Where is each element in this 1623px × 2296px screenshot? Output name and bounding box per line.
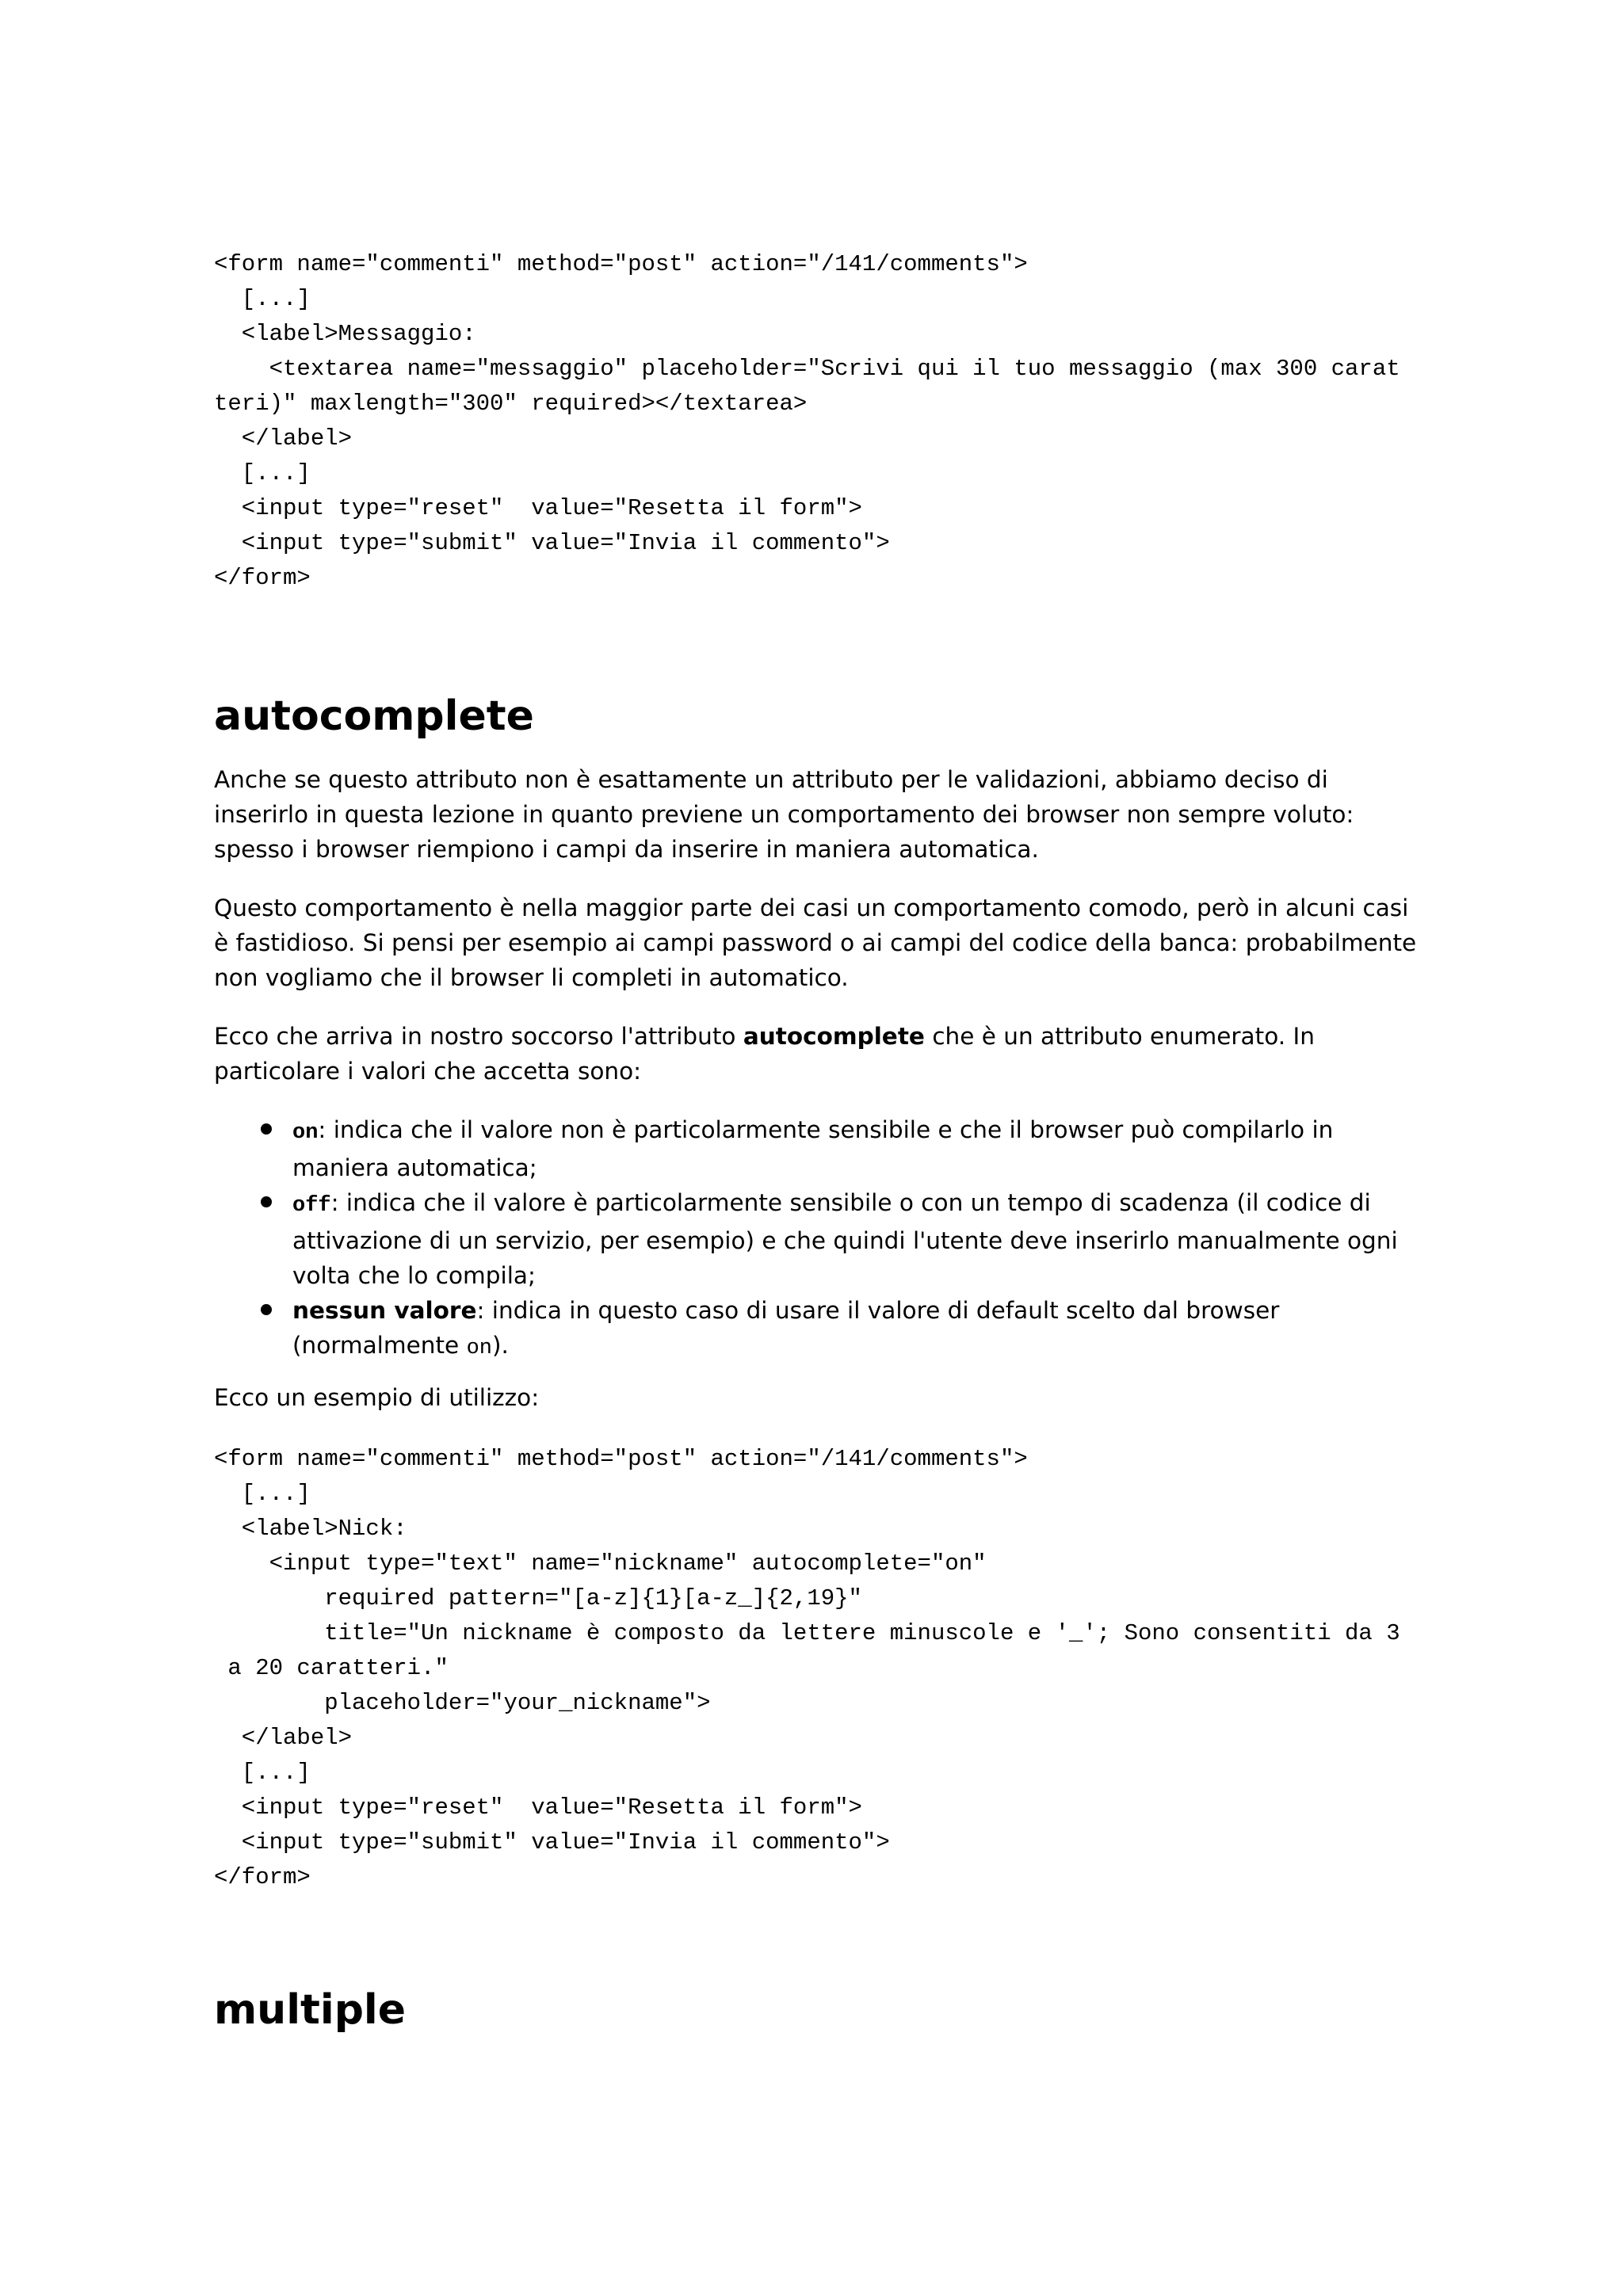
section-heading-multiple: multiple: [214, 1986, 407, 2034]
values-list: [214, 1112, 1426, 1366]
list-item-text: : indica che il valore è particolarmente sensibile o con un tempo di scadenza (il codice di attivazione di un servizio, per esempio) e che quindi l'utente deve inserirlo manualmente ogni volta che lo compila;: [292, 1189, 1398, 1289]
code-line: </label>: [214, 1725, 353, 1751]
code-line: title="Un nickname è composto da lettere minuscole e '_'; Sono consentiti da 3: [214, 1620, 1400, 1646]
list-item-text: : indica che il valore non è particolarmente sensibile e che il browser può compilarlo in maniera automatica;: [292, 1116, 1334, 1181]
paragraph-text-after: che è un attributo enumerato. In particolare i valori che accetta sono:: [214, 1023, 1315, 1085]
code-line: </label>: [214, 425, 353, 452]
code-block-textarea-example: [214, 247, 1400, 596]
paragraph: [214, 1380, 1426, 1415]
paragraph-text: Anche se questo attributo non è esattamente un attributo per le validazioni, abbiamo deciso di inserirlo in questa lezione in quanto previene un comportamento dei browser non sempre voluto: spesso i browser riempiono i campi da inserire in maniera automatica.: [214, 766, 1354, 863]
code-line: [...]: [214, 286, 311, 312]
paragraph-text-before: Ecco che arriva in nostro soccorso l'attributo: [214, 1023, 743, 1050]
code-line: <form name="commenti" method="post" action="/141/comments">: [214, 251, 1028, 277]
code-line: [...]: [214, 460, 311, 486]
bullet-icon: [261, 1123, 272, 1135]
paragraph: [214, 1019, 1426, 1089]
code-line: </form>: [214, 565, 311, 591]
code-block-autocomplete-example: [214, 1442, 1400, 1895]
code-line: <form name="commenti" method="post" action="/141/comments">: [214, 1446, 1028, 1472]
code-line: placeholder="your_nickname">: [214, 1690, 711, 1716]
code-line: <label>Messaggio:: [214, 321, 476, 347]
list-item-text-after: ).: [491, 1332, 509, 1359]
code-line: required pattern="[a-z]{1}[a-z_]{2,19}": [214, 1585, 862, 1611]
paragraph-text: Questo comportamento è nella maggior parte dei casi un comportamento comodo, però in alcuni casi è fastidioso. Si pensi per esempio ai campi password o ai campi del codice della banca: probabilmente non vogliamo che il browser li completi in automatico.: [214, 894, 1417, 991]
code-line: <label>Nick:: [214, 1516, 407, 1542]
list-item: [292, 1112, 1426, 1185]
list-item-term: nessun valore: [292, 1297, 477, 1324]
code-line: teri)" maxlength="300" required></textarea>: [214, 391, 808, 417]
bullet-icon: [261, 1304, 272, 1315]
inline-code: on: [466, 1337, 492, 1360]
code-line: <input type="submit" value="Invia il commento">: [214, 530, 890, 556]
paragraph-text: [214, 1019, 1426, 1089]
section-heading-autocomplete: autocomplete: [214, 692, 534, 740]
bullet-icon: [261, 1196, 272, 1207]
list-item-term: on: [292, 1121, 319, 1145]
code-line: <input type="reset" value="Resetta il form">: [214, 1794, 862, 1821]
attribute-name-bold: autocomplete: [743, 1023, 925, 1050]
code-line: <input type="text" name="nickname" autocomplete="on": [214, 1550, 987, 1577]
code-line: <textarea name="messaggio" placeholder="Scrivi qui il tuo messaggio (max 300 carat: [214, 356, 1400, 382]
code-line: <input type="reset" value="Resetta il form">: [214, 495, 862, 521]
list-item: [292, 1293, 1426, 1366]
paragraph-text: Ecco un esempio di utilizzo:: [214, 1384, 540, 1411]
code-line: [...]: [214, 1481, 311, 1507]
code-line: [...]: [214, 1760, 311, 1786]
paragraph: [214, 891, 1426, 995]
list-item-text: : indica in questo caso di usare il valore di default scelto dal browser (normalmente: [292, 1297, 1280, 1359]
code-line: <input type="submit" value="Invia il commento">: [214, 1829, 890, 1855]
list-item: [292, 1185, 1426, 1293]
paragraph: [214, 762, 1426, 867]
list-item-term: off: [292, 1194, 331, 1218]
code-line: </form>: [214, 1864, 311, 1890]
code-line: a 20 caratteri.": [214, 1655, 449, 1681]
